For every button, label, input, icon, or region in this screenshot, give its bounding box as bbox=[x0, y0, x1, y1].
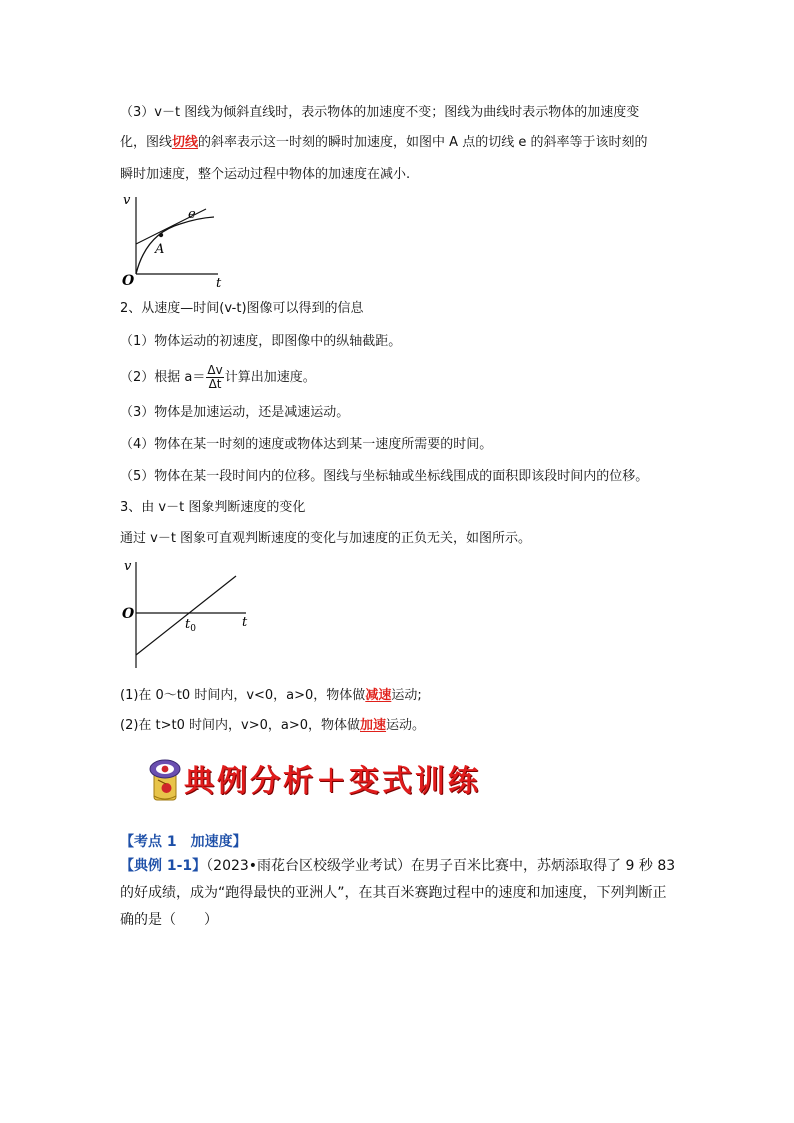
vt-line-graph bbox=[118, 556, 258, 674]
graph2-label-t: t bbox=[242, 615, 248, 630]
section-2-item-4: （4）物体在某一时刻的速度或物体达到某一速度所需要的时间。 bbox=[120, 437, 493, 452]
graph1-label-a: A bbox=[155, 242, 165, 257]
example-1-1-tag: 【典例 1-1】 bbox=[120, 858, 207, 874]
section-2-heading: 2、从速度—时间(v-t)图像可以得到的信息 bbox=[120, 301, 364, 316]
section-2-item-1: （1）物体运动的初速度，即图像中的纵轴截距。 bbox=[120, 334, 402, 349]
graph1-label-t: t bbox=[216, 276, 222, 290]
section-2-item-2-a: （2）根据 a＝ bbox=[120, 370, 206, 385]
para-3-line-2-b: 的斜率表示这一时刻的瞬时加速度，如图中 A 点的切线 e 的斜率等于该时刻的 bbox=[198, 135, 648, 150]
highlight-tangent: 切线 bbox=[172, 135, 199, 150]
para-3-line-2-a: 化，图线 bbox=[120, 135, 173, 150]
fraction-dv-dt bbox=[206, 364, 223, 391]
section-2-item-3: （3）物体是加速运动，还是减速运动。 bbox=[120, 405, 350, 420]
vt-curve-graph bbox=[118, 192, 228, 290]
case-1-b: 运动; bbox=[391, 688, 422, 703]
graph1-label-v: v bbox=[123, 193, 131, 208]
highlight-decelerate: 减速 bbox=[365, 688, 392, 703]
example-1-1-text: （2023•雨花台区校级学业考试）在男子百米比赛中，苏炳添取得了 9 秒 83 的好成绩，成为“跑得最快的亚洲人”，在其百米赛跑过程中的速度和加速度，下列判断正确的是（ ） bbox=[120, 858, 676, 928]
case-2 bbox=[120, 717, 425, 735]
scroll-eye-icon bbox=[148, 758, 182, 802]
graph1-curve bbox=[136, 217, 214, 274]
banner-title: 典例分析＋变式训练 bbox=[184, 764, 481, 799]
graph2-label-t0-main: t bbox=[185, 617, 191, 632]
graph1-point-a bbox=[159, 233, 163, 237]
para-3-line-3: 瞬时加速度，整个运动过程中物体的加速度在减小. bbox=[120, 167, 411, 182]
section-3-intro: 通过 v－t 图象可直观判断速度的变化与加速度的正负无关，如图所示。 bbox=[120, 531, 532, 546]
graph2-label-v: v bbox=[124, 559, 132, 574]
highlight-accelerate: 加速 bbox=[360, 718, 387, 733]
section-2-item-2 bbox=[120, 360, 316, 396]
case-1-a: (1)在 0～t0 时间内，v<0，a>0，物体做 bbox=[120, 688, 366, 703]
graph2-label-o: O bbox=[122, 606, 135, 622]
para-3-line-2 bbox=[120, 134, 647, 152]
section-title-kaodian-1: 【考点 1 加速度】 bbox=[120, 834, 247, 850]
section-3-heading: 3、由 v－t 图象判断速度的变化 bbox=[120, 500, 306, 515]
graph1-label-o: O bbox=[122, 273, 135, 289]
case-1 bbox=[120, 687, 422, 705]
graph2-label-t0-sub: 0 bbox=[190, 624, 196, 634]
fraction-denominator: Δt bbox=[208, 377, 222, 391]
case-2-a: (2)在 t>t0 时间内，v>0，a>0，物体做 bbox=[120, 718, 361, 733]
graph2-line bbox=[136, 576, 236, 655]
fraction-numerator: Δv bbox=[207, 363, 223, 377]
section-2-item-5: （5）物体在某一段时间内的位移。图线与坐标轴或坐标线围成的面积即该段时间内的位移。 bbox=[120, 469, 649, 484]
example-1-1 bbox=[120, 853, 680, 934]
graph1-label-e: e bbox=[188, 207, 196, 222]
para-3-line-1: （3）v－t 图线为倾斜直线时，表示物体的加速度不变；图线为曲线时表示物体的加速度变 bbox=[120, 105, 640, 120]
section-2-item-2-b: 计算出加速度。 bbox=[224, 370, 316, 385]
graph2-label-t0 bbox=[185, 617, 196, 634]
case-2-b: 运动。 bbox=[386, 718, 426, 733]
